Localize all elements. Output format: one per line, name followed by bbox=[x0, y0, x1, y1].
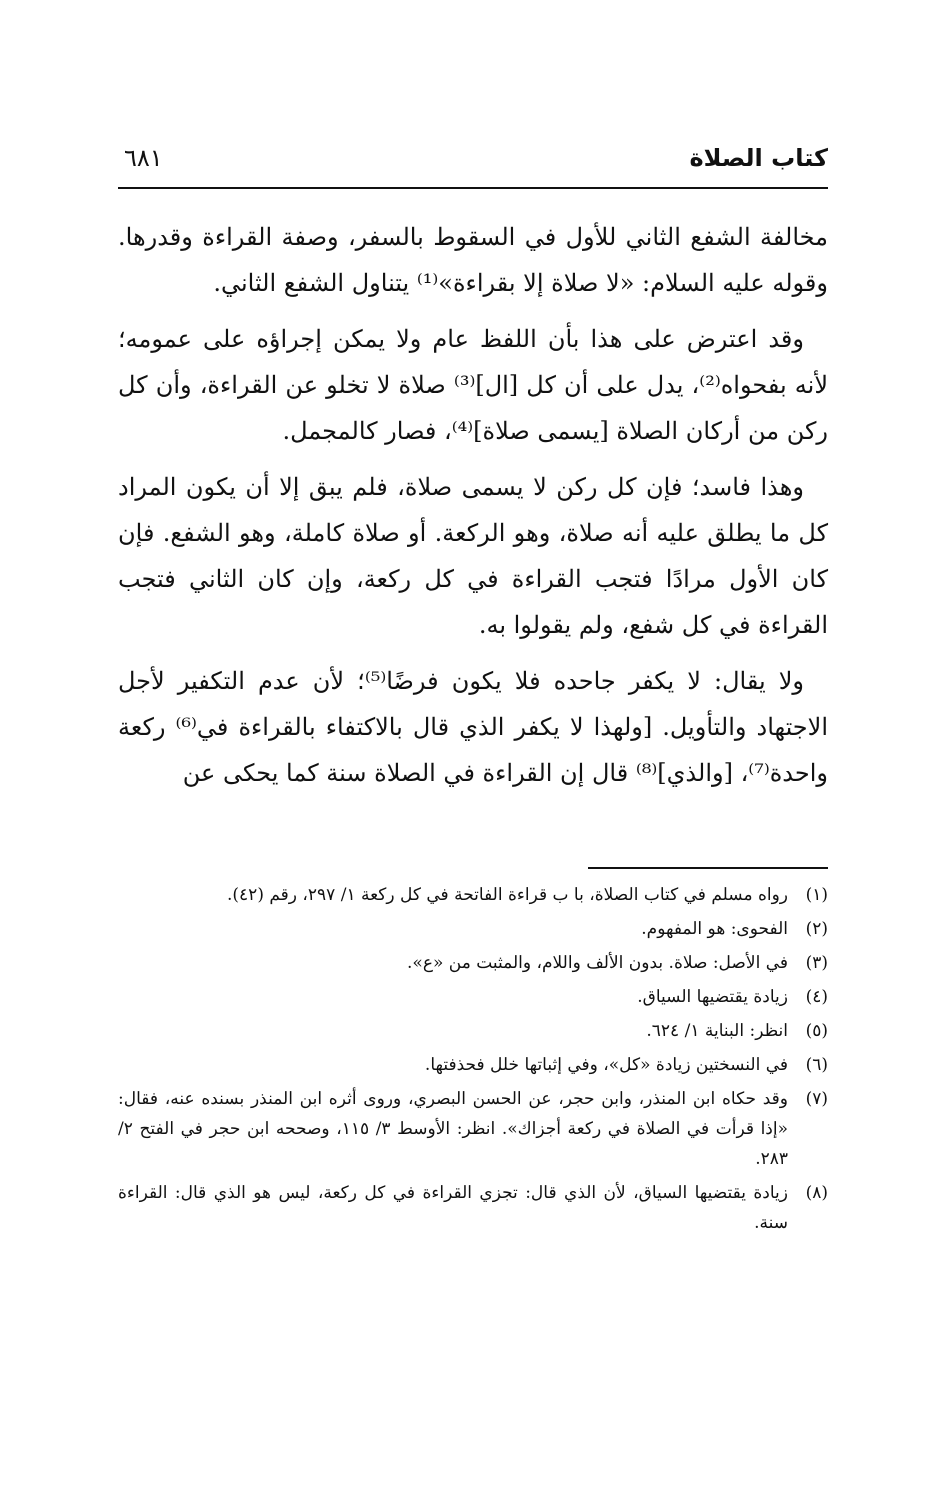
paragraph-3: وهذا فاسد؛ فإن كل ركن لا يسمى صلاة، فلم يبق إلا أن يكون المراد كل ما يطلق عليه أنه صلاة، وهو الركعة. أو صلاة كاملة، وهو الشفع. فإن كان الأول مرادًا فتجب القراءة في كل ركعة، وإن كان الثاني فتجب القراءة في كل شفع، ولم يقولوا به. bbox=[118, 473, 828, 639]
footnote-text: زيادة يقتضيها السياق. bbox=[637, 987, 788, 1007]
footnote bbox=[118, 1016, 828, 1046]
footnotes bbox=[118, 880, 828, 1242]
footnote bbox=[118, 880, 828, 910]
paragraph-4: ولا يقال: لا يكفر جاحده فلا يكون فرضًا⁽⁵⁾؛ لأن عدم التكفير لأجل الاجتهاد والتأويل. [ولهذا لا يكفر الذي قال بالاكتفاء بالقراءة في⁽⁶⁾ ركعة واحدة⁽⁷⁾، [والذي]⁽⁸⁾ قال إن القراءة في الصلاة سنة كما يحكى عن bbox=[118, 667, 828, 787]
footnote-number: (٥) bbox=[805, 1021, 828, 1041]
header-divider bbox=[118, 187, 828, 189]
footnote-number: (٢) bbox=[805, 919, 828, 939]
page-header bbox=[118, 140, 828, 184]
main-text bbox=[118, 214, 828, 806]
footnote-number: (٦) bbox=[805, 1055, 828, 1075]
footnote-number: (١) bbox=[805, 885, 828, 905]
footnote-text: في النسختين زيادة «كل»، وفي إثباتها خلل فحذفتها. bbox=[424, 1055, 788, 1075]
footnote-divider bbox=[588, 867, 828, 869]
paragraph-1: مخالفة الشفع الثاني للأول في السقوط بالسفر، وصفة القراءة وقدرها. وقوله عليه السلام: «لا صلاة إلا بقراءة»⁽¹⁾ يتناول الشفع الثاني. bbox=[118, 223, 828, 297]
footnote-number: (٨) bbox=[805, 1183, 828, 1203]
footnote bbox=[118, 914, 828, 944]
paragraph-2: وقد اعترض على هذا بأن اللفظ عام ولا يمكن إجراؤه على عمومه؛ لأنه بفحواه⁽²⁾، يدل على أن كل [ال]⁽³⁾ صلاة لا تخلو عن القراءة، وأن كل ركن من أركان الصلاة [يسمى صلاة]⁽⁴⁾، فصار كالمجمل. bbox=[118, 325, 829, 445]
book-title: كتاب الصلاة bbox=[689, 144, 828, 172]
footnote-text: انظر: البناية ١/ ٦٢٤. bbox=[646, 1021, 788, 1041]
footnote-text: رواه مسلم في كتاب الصلاة، با ب قراءة الفاتحة في كل ركعة ١/ ٢٩٧، رقم (٤٢). bbox=[227, 885, 788, 905]
footnote bbox=[118, 1084, 828, 1174]
page-number: ٦٨١ bbox=[124, 144, 163, 172]
footnote bbox=[118, 982, 828, 1012]
footnote-number: (٣) bbox=[805, 953, 828, 973]
footnote-text: في الأصل: صلاة. بدون الألف واللام، والمثبت من «ع». bbox=[407, 953, 788, 973]
footnote-number: (٤) bbox=[805, 987, 828, 1007]
footnote-text: وقد حكاه ابن المنذر، وابن حجر، عن الحسن البصري، وروى أثره ابن المنذر بسنده عنه، فقال: «إذا قرأت في الصلاة في ركعة أجزاك». انظر: الأوسط ٣/ ١١٥، وصححه ابن حجر في الفتح ٢/ ٢٨٣. bbox=[118, 1089, 788, 1169]
footnote bbox=[118, 1178, 828, 1238]
footnote-text: زيادة يقتضيها السياق، لأن الذي قال: تجزي القراءة في كل ركعة، ليس هو الذي قال: القراءة سنة. bbox=[118, 1183, 788, 1233]
footnote bbox=[118, 1050, 828, 1080]
footnote-text: الفحوى: هو المفهوم. bbox=[641, 919, 788, 939]
footnote bbox=[118, 948, 828, 978]
footnote-number: (٧) bbox=[805, 1089, 828, 1109]
